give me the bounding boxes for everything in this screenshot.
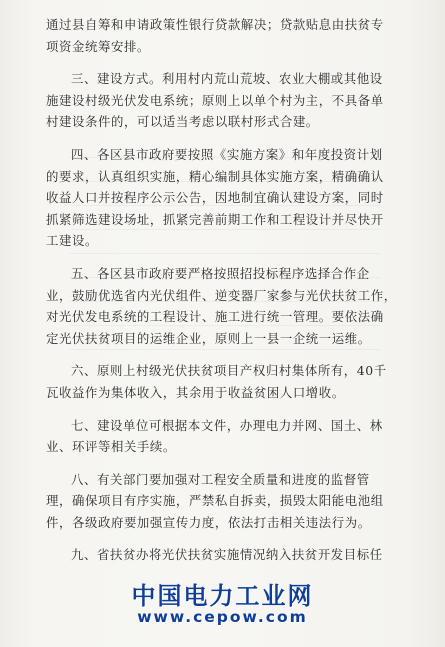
text-line: 对光伏发电系统的工程设计、施工进行统一管理。要依法确 bbox=[46, 309, 384, 325]
text-line: 六、原则上村级光伏扶贫项目产权归村集体所有，40千 bbox=[71, 363, 387, 379]
paragraph-gap bbox=[46, 57, 392, 68]
text-line: 四、各区县市政府要按照《实施方案》和年度投资计划 bbox=[71, 146, 383, 162]
text-line: 通过县自筹和申请政策性银行贷款解决；贷款贴息由扶贫专 bbox=[46, 17, 384, 32]
text-line: 理，确保项目有序实施，严禁私自拆卖，损毁太阳能电池组 bbox=[46, 493, 384, 509]
text-line: 九、省扶贫办将光伏扶贫实施情况纳入扶贫开发目标任 bbox=[71, 547, 383, 563]
text-line: 抓紧筛选建设场址，抓紧完善前期工作和工程设计并尽快开 bbox=[46, 211, 384, 227]
watermark-site-url: www.cepow.com bbox=[137, 608, 308, 626]
text-line: 件，各级政府要加强宣传力度，依法打击相关违法行为。 bbox=[46, 514, 371, 530]
text-line: 定光伏扶贫项目的运维企业，原则上一县一企统一运维。 bbox=[46, 330, 371, 346]
text-line: 项资金统筹安排。 bbox=[46, 38, 150, 54]
paragraph-gap bbox=[46, 533, 392, 544]
paragraph-gap bbox=[46, 458, 392, 469]
text-line: 业、环评等相关手续。 bbox=[46, 439, 176, 455]
paragraph-gap bbox=[46, 133, 392, 144]
text-line: 瓦收益作为集体收入，其余用于收益贫困人口增收。 bbox=[46, 384, 345, 400]
paragraph-gap bbox=[46, 404, 392, 415]
text-line: 工建设。 bbox=[46, 233, 98, 249]
paragraph-gap bbox=[46, 252, 392, 263]
text-line: 三、建设方式。利用村内荒山荒坡、农业大棚或其他设 bbox=[71, 71, 383, 87]
text-line: 村建设条件的，可以适当考虑以联村形式合建。 bbox=[46, 114, 319, 130]
document-body bbox=[46, 14, 397, 566]
text-line: 收益人口并按程序公示公告，因地制宜确认建设方案，同时 bbox=[46, 190, 384, 206]
text-line: 的要求，认真组织实施，精心编制具体实施方案，精确确认 bbox=[46, 168, 384, 184]
text-line: 施建设村级光伏发电系统；原则上以单个村为主，不具备单 bbox=[46, 92, 384, 108]
text-line: 八、有关部门要加强对工程安全质量和进度的监督管 bbox=[71, 471, 370, 487]
paragraph-gap bbox=[46, 349, 392, 360]
text-line: 七、建设单位可根据本文件，办理电力并网、国土、林 bbox=[71, 417, 383, 433]
text-line: 五、各区县市政府要严格按照招投标程序选择合作企 bbox=[71, 265, 370, 281]
watermark-site-name: 中国电力工业网 bbox=[131, 582, 314, 610]
text-line: 业，鼓励优选省内光伏组件、逆变器厂家参与光伏扶贫工作， bbox=[46, 287, 397, 303]
